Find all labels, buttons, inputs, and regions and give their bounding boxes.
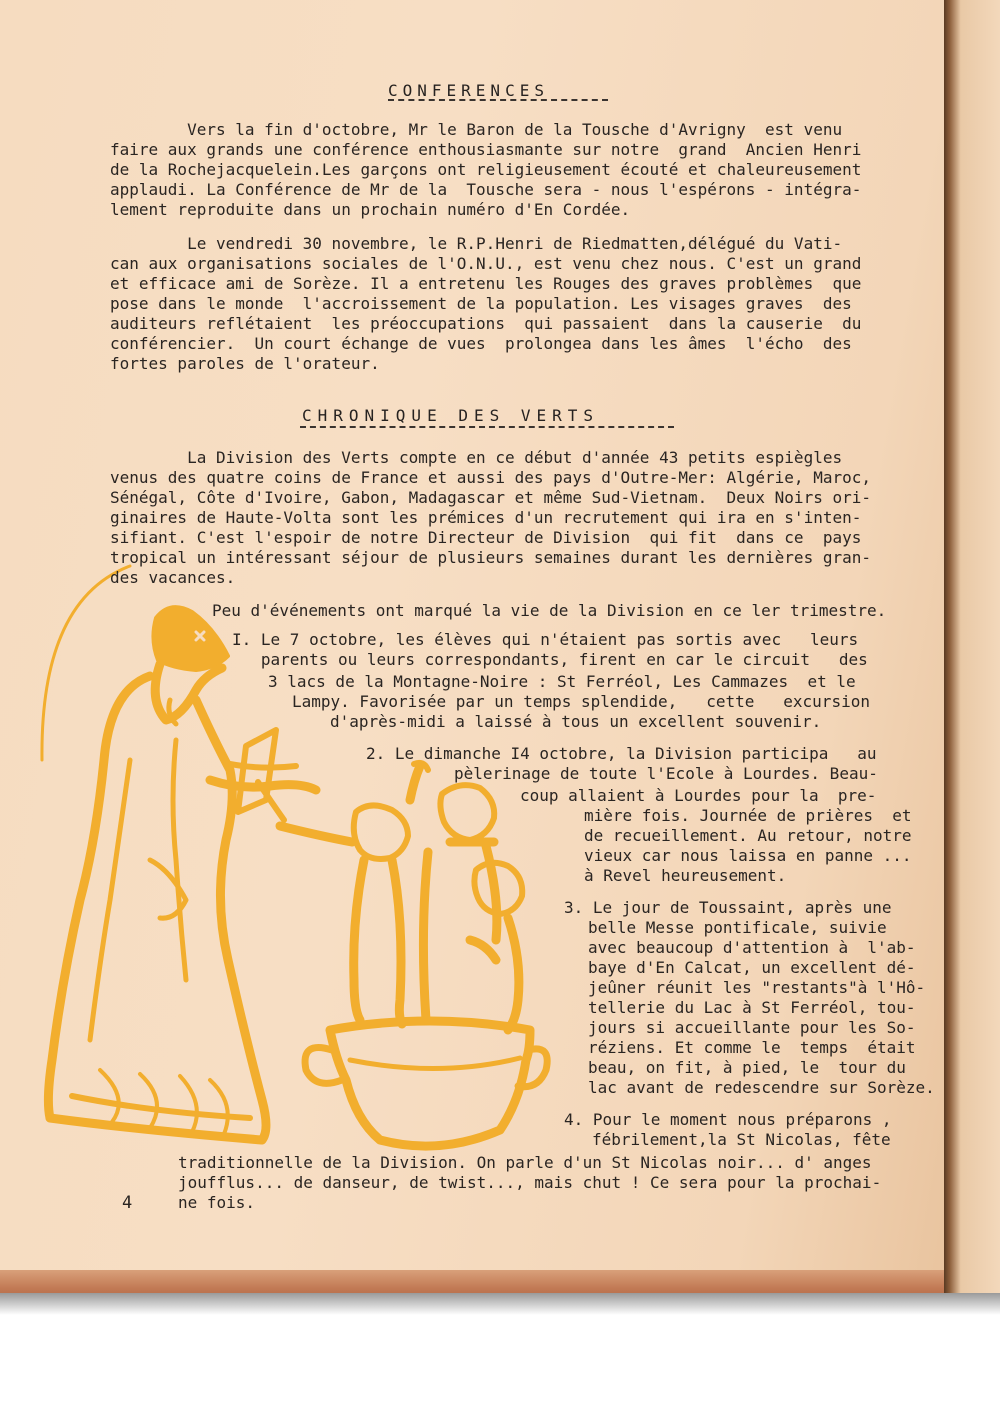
conf-p2-line-2: can aux organisations sociales de l'O.N.U., est venu chez nous. C'est un grand — [110, 254, 862, 273]
item1-line-1: I. Le 7 octobre, les élèves qui n'étaient pas sortis avec leurs — [232, 630, 859, 649]
item2-line-5: de recueillement. Au retour, notre — [584, 826, 912, 845]
item1-line-4: Lampy. Favorisée par un temps splendide, cette excursion — [292, 692, 870, 711]
conf-p1-line-3: de la Rochejacquelein.Les garçons ont religieusement écouté et chaleureusement — [110, 160, 862, 179]
item3-line-2: belle Messe pontificale, suivie — [588, 918, 887, 937]
next-page-edge — [944, 0, 1000, 1295]
chron-intro-line-6: tropical un intéressant séjour de plusieurs semaines durant les dernières gran- — [110, 548, 871, 567]
conf-p1-line-4: applaudi. La Conférence de Mr de la Tousche sera - nous l'espérons - intégra- — [110, 180, 862, 199]
tub-shape — [330, 1021, 530, 1146]
item2-line-3: coup allaient à Lourdes pour la pre- — [520, 786, 877, 805]
events-intro: Peu d'événements ont marqué la vie de la Division en ce ler trimestre. — [212, 601, 887, 620]
chron-intro-line-5: sifiant. C'est l'espoir de notre Directeur de Division qui fit dans ce pays — [110, 528, 862, 547]
item4-line-3: traditionnelle de la Division. On parle d'un St Nicolas noir... d' anges — [178, 1153, 872, 1172]
item4-line-2: fébrilement,la St Nicolas, fête — [592, 1130, 891, 1149]
halo-arc — [42, 566, 130, 760]
chron-intro-line-7: des vacances. — [110, 568, 236, 587]
item2-line-4: mière fois. Journée de prières et — [584, 806, 912, 825]
conf-p2-line-4: pose dans le monde l'accroissement de la population. Les visages graves des — [110, 294, 852, 313]
chronique-heading-underline — [300, 426, 674, 428]
page-number: 4 — [122, 1193, 133, 1213]
item1-line-5: d'après-midi a laissé à tous un excellent souvenir. — [330, 712, 822, 731]
conf-p2-line-6: conférencier. Un court échange de vues prolongea dans les âmes l'écho des — [110, 334, 852, 353]
conf-p2-line-3: et efficace ami de Sorèze. Il a entretenu les Rouges des graves problèmes que — [110, 274, 862, 293]
scan-shadow — [0, 1293, 1000, 1315]
conf-p2-line-5: auditeurs reflétaient les préoccupations qui passaient dans la causerie du — [110, 314, 862, 333]
item3-line-6: tellerie du Lac à St Ferréol, tou- — [588, 998, 916, 1017]
item2-line-6: vieux car nous laissa en panne ... — [584, 846, 912, 865]
item3-line-1: 3. Le jour de Toussaint, après une — [564, 898, 892, 917]
item1-line-2: parents ou leurs correspondants, firent en car le circuit des — [232, 650, 868, 669]
conferences-heading-underline — [388, 99, 608, 101]
item3-line-10: lac avant de redescendre sur Sorèze. — [588, 1078, 935, 1097]
item3-line-7: jours si accueillante pour les So- — [588, 1018, 916, 1037]
item3-line-9: beau, on fit, à pied, le tour du — [588, 1058, 906, 1077]
item3-line-3: avec beaucoup d'attention à l'ab- — [588, 938, 916, 957]
conferences-heading: CONFERENCES — [388, 81, 549, 100]
item4-line-4: joufflus... de danseur, de twist..., mais chut ! Ce sera pour la prochai- — [178, 1173, 882, 1192]
conf-p1-line-1: Vers la fin d'octobre, Mr le Baron de la Tousche d'Avrigny est venu — [110, 120, 843, 139]
bishop-robe — [48, 676, 150, 1118]
child-two — [440, 785, 494, 840]
chron-intro-line-3: Sénégal, Côte d'Ivoire, Gabon, Madagascar et même Sud-Vietnam. Deux Noirs ori- — [110, 488, 871, 507]
conf-p2-line-1: Le vendredi 30 novembre, le R.P.Henri de Riedmatten,délégué du Vati- — [110, 234, 843, 253]
item4-line-5: ne fois. — [178, 1193, 256, 1212]
item3-line-8: réziens. Et comme le temps était — [588, 1038, 916, 1057]
item3-line-4: baye d'En Calcat, un excellent dé- — [588, 958, 916, 977]
conf-p2-line-7: fortes paroles de l'orateur. — [110, 354, 380, 373]
conf-p1-line-5: lement reproduite dans un prochain numéro d'En Cordée. — [110, 200, 631, 219]
chron-intro-line-2: venus des quatre coins de France et aussi des pays d'Outre-Mer: Algérie, Maroc, — [110, 468, 871, 487]
item1-line-3: 3 lacs de la Montagne-Noire : St Ferréol, Les Cammazes et le — [268, 672, 856, 691]
bishop-face — [155, 664, 222, 720]
item2-line-2: pèlerinage de toute l'Ecole à Lourdes. Beau- — [454, 764, 878, 783]
chronique-heading: CHRONIQUE DES VERTS — [302, 406, 600, 425]
item2-line-1: 2. Le dimanche I4 octobre, la Division participa au — [366, 744, 877, 763]
paper-bottom-edge — [0, 1270, 968, 1293]
chron-intro-line-1: La Division des Verts compte en ce début d'année 43 petits espiègles — [110, 448, 843, 467]
conf-p1-line-2: faire aux grands une conférence enthousiasmante sur notre grand Ancien Henri — [110, 140, 862, 159]
chron-intro-line-4: ginaires de Haute-Volta sont les prémices d'un recrutement qui ira en s'inten- — [110, 508, 862, 527]
item2-line-7: à Revel heureusement. — [584, 866, 787, 885]
item3-line-5: jeûner réunit les "restants"à l'Hô- — [588, 978, 926, 997]
child-one — [354, 805, 408, 859]
item4-line-1: 4. Pour le moment nous préparons , — [564, 1110, 892, 1129]
